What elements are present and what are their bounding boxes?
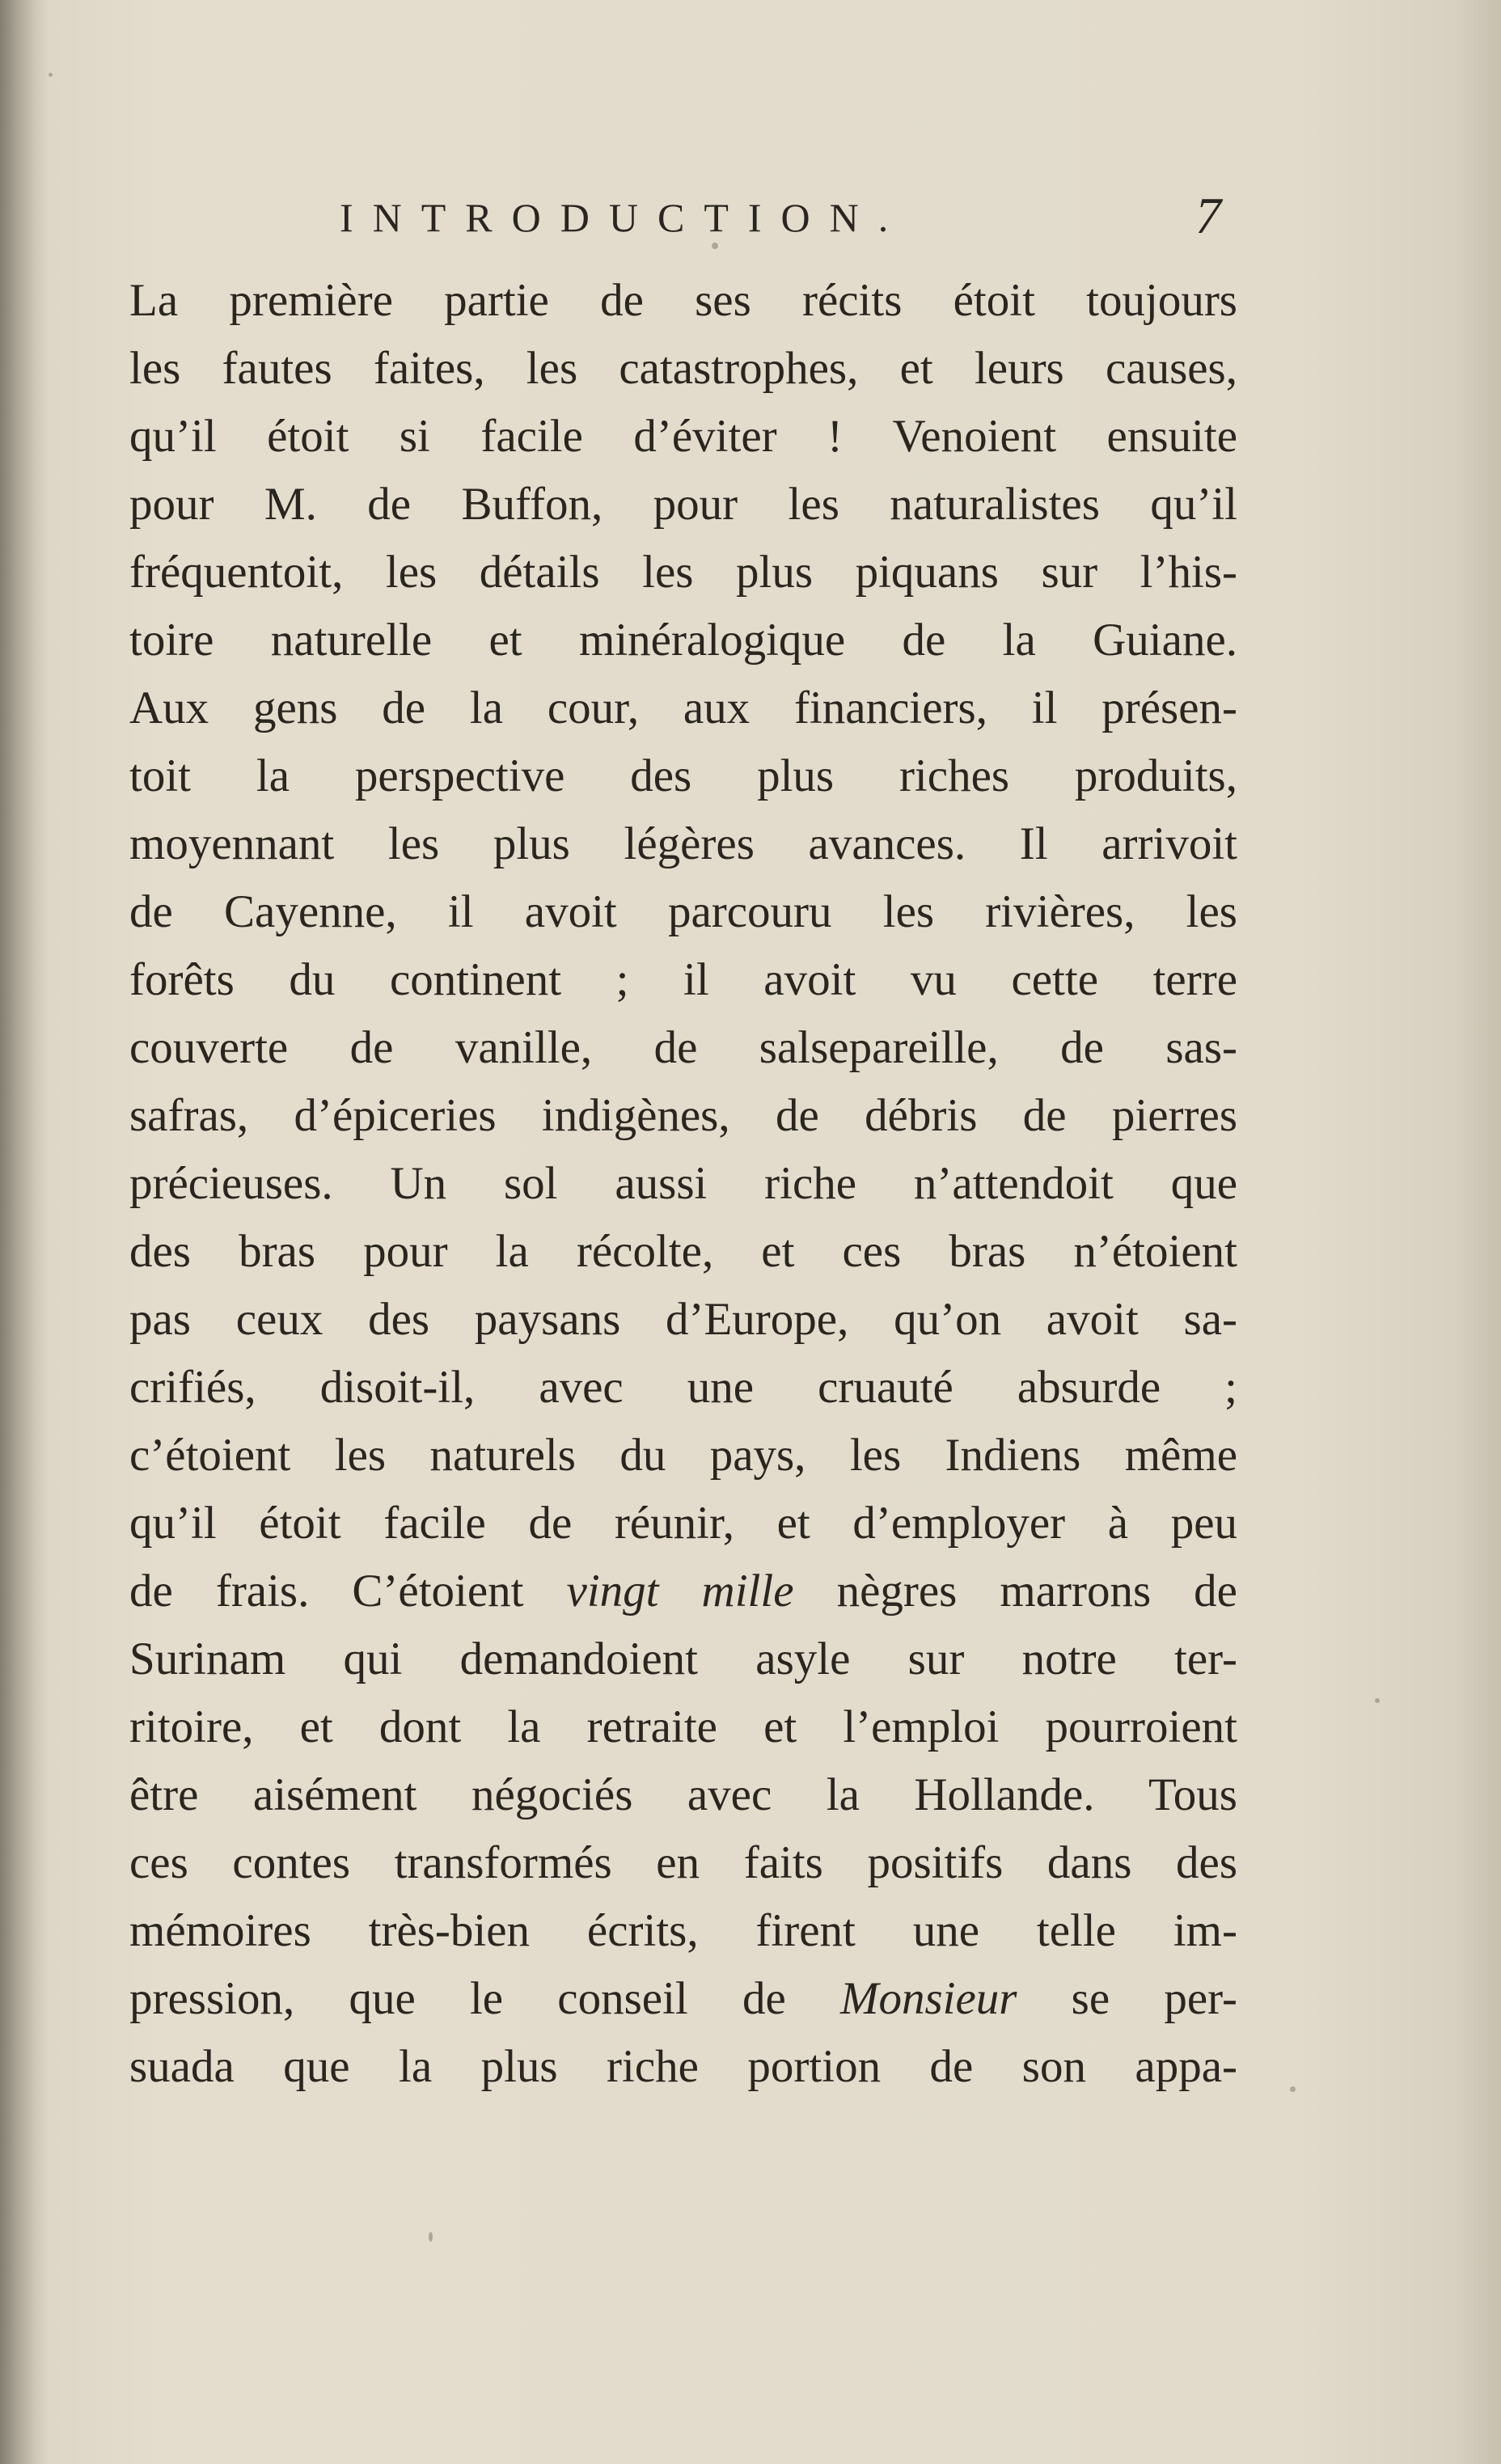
page-number: 7	[1195, 187, 1221, 244]
text-line: La première partie de ses récits étoit toujours	[129, 275, 1237, 326]
text-line: toit la perspective des plus riches produits,	[129, 750, 1237, 801]
paper-speck	[49, 73, 53, 77]
text-line: ritoire, et dont la retraite et l’emploi pourroient	[129, 1701, 1237, 1752]
text-line: Surinam qui demandoient asyle sur notre ter-	[129, 1634, 1237, 1684]
text-segment: nègres marrons de	[793, 1566, 1237, 1617]
text-line: safras, d’épiceries indigènes, de débris de pierres	[129, 1090, 1237, 1141]
text-segment: se per-	[1017, 1973, 1237, 2024]
page-header	[340, 186, 1221, 259]
text-line: précieuses. Un sol aussi riche n’attendoit que	[129, 1158, 1237, 1209]
text-line: mémoires très-bien écrits, firent une telle im-	[129, 1905, 1237, 1956]
running-title: INTRODUCTION.	[340, 195, 908, 240]
text-line: pas ceux des paysans d’Europe, qu’on avoit sa-	[129, 1294, 1237, 1345]
text-line: suada que la plus riche portion de son appa-	[129, 2041, 1237, 2092]
text-line-with-italic	[129, 1557, 1237, 1625]
italic-phrase: vingt mille	[566, 1566, 794, 1617]
text-segment: de frais. C’étoient	[129, 1566, 567, 1617]
paper-speck	[712, 243, 718, 249]
text-line: des bras pour la récolte, et ces bras n’étoient	[129, 1226, 1237, 1277]
text-line: pour M. de Buffon, pour les naturalistes qu’il	[129, 479, 1237, 530]
text-line: qu’il étoit si facile d’éviter ! Venoient ensuite	[129, 411, 1237, 462]
text-line: couverte de vanille, de salsepareille, de sas-	[129, 1022, 1237, 1073]
paper-speck	[429, 2232, 433, 2242]
italic-phrase: Monsieur	[839, 1973, 1017, 2024]
text-line: être aisément négociés avec la Hollande. Tous	[129, 1769, 1237, 1820]
text-segment: pression, que le conseil de	[129, 1973, 840, 2024]
text-line: qu’il étoit facile de réunir, et d’employer à peu	[129, 1498, 1237, 1549]
text-line: moyennant les plus légères avances. Il arrivoit	[129, 818, 1237, 869]
text-line: de Cayenne, il avoit parcouru les rivières, les	[129, 886, 1237, 937]
paper-speck	[1290, 2086, 1296, 2092]
text-line: c’étoient les naturels du pays, les Indiens même	[129, 1430, 1237, 1481]
body-text	[129, 267, 1237, 2101]
paper-speck	[1375, 1698, 1380, 1703]
text-line: fréquentoit, les détails les plus piquans sur l’his-	[129, 547, 1237, 598]
text-line: ces contes transformés en faits positifs dans des	[129, 1837, 1237, 1888]
text-line: Aux gens de la cour, aux financiers, il présen-	[129, 683, 1237, 733]
text-line: toire naturelle et minéralogique de la Guiane.	[129, 615, 1237, 666]
text-line-with-italic	[129, 1965, 1237, 2033]
text-line: les fautes faites, les catastrophes, et leurs causes,	[129, 343, 1237, 394]
text-line: crifiés, disoit-il, avec une cruauté absurde ;	[129, 1362, 1237, 1413]
text-line: forêts du continent ; il avoit vu cette terre	[129, 954, 1237, 1005]
spine-shadow	[0, 0, 49, 2464]
